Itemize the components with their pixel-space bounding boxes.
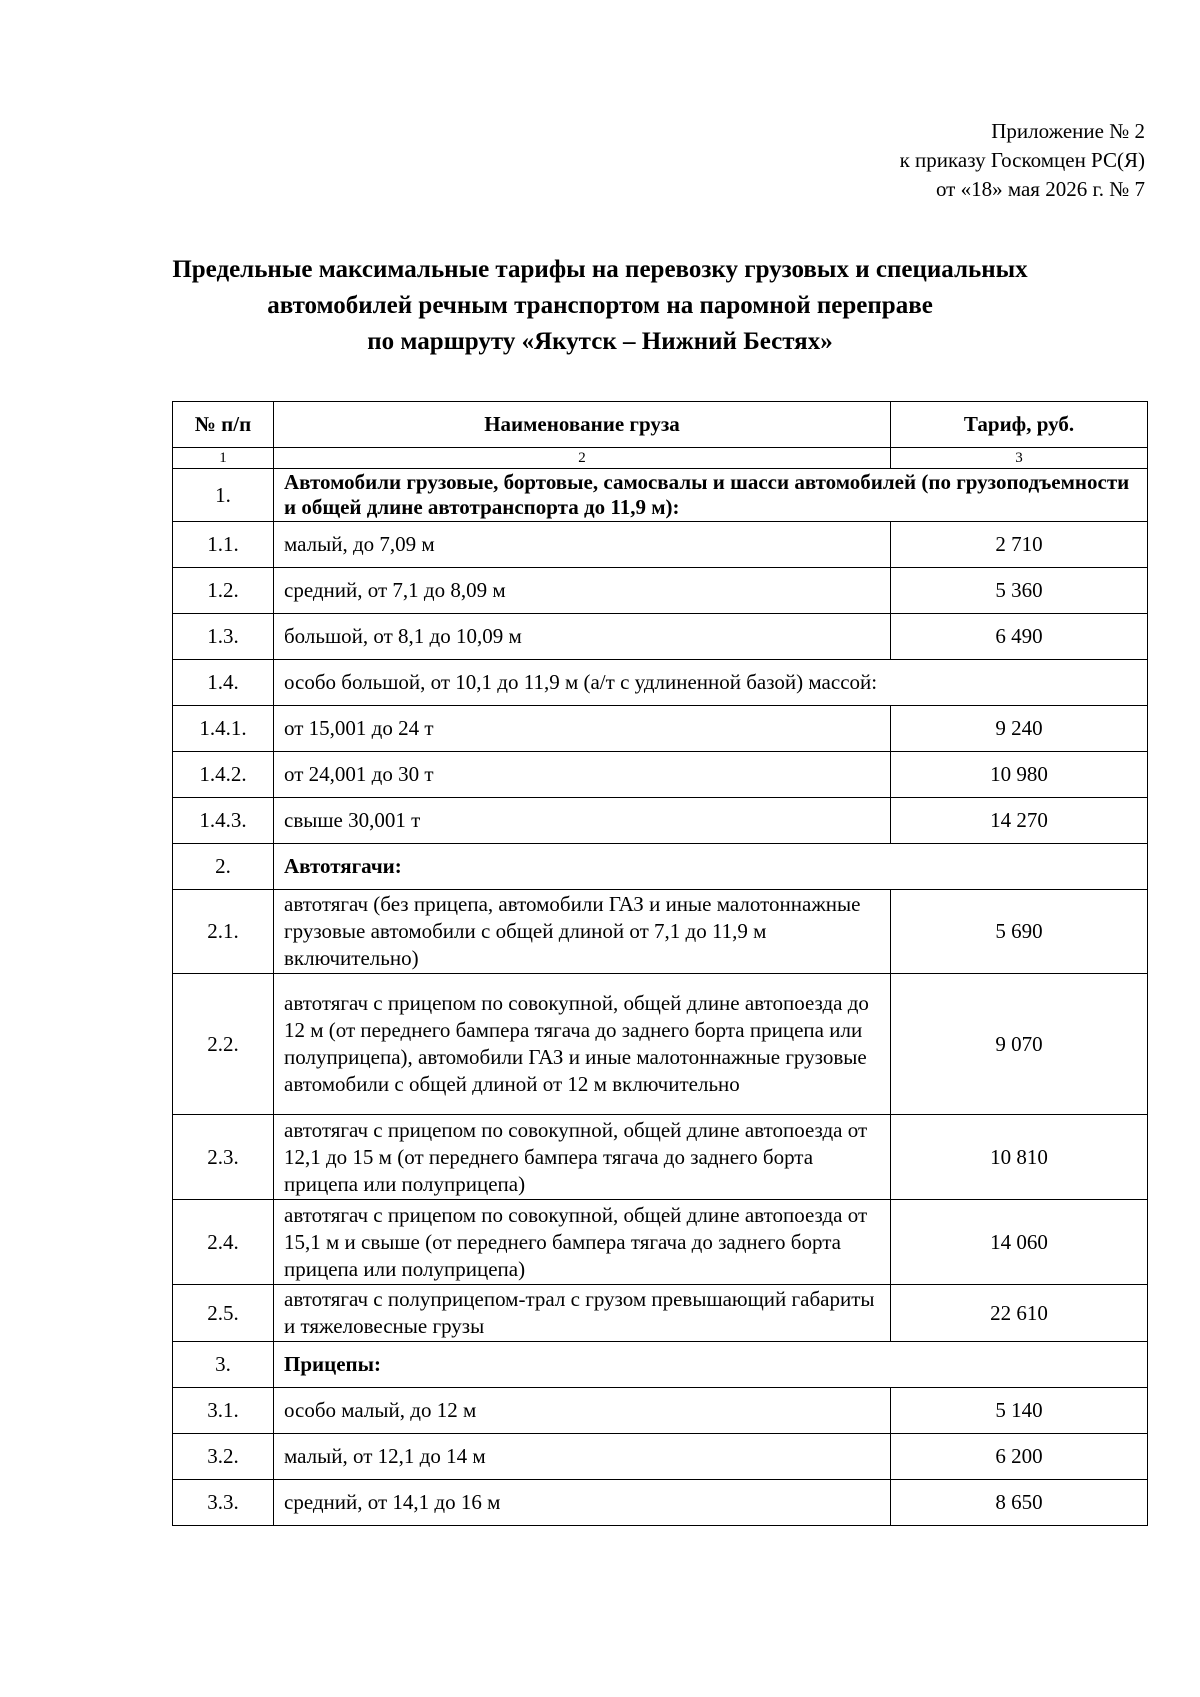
- row-tariff: 9 240: [891, 706, 1148, 752]
- row-name: большой, от 8,1 до 10,09 м: [274, 614, 891, 660]
- row-tariff: 10 980: [891, 752, 1148, 798]
- row-number: 1.2.: [173, 568, 274, 614]
- row-number: 2.1.: [173, 890, 274, 974]
- row-tariff: 5 140: [891, 1388, 1148, 1434]
- appendix-line-1: Приложение № 2: [991, 119, 1145, 143]
- column-number-3: 3: [891, 448, 1148, 469]
- row-name: автотягач с прицепом по совокупной, общей длине автопоезда от 15,1 м и свыше (от переднего бампера тягача до заднего борта прицепа или полуприцепа): [274, 1200, 891, 1285]
- row-number: 3.3.: [173, 1480, 274, 1526]
- row-number: 2.: [173, 844, 274, 890]
- table-row: [173, 660, 1148, 706]
- table-row: [173, 1480, 1148, 1526]
- row-number: 1.4.2.: [173, 752, 274, 798]
- table-row: [173, 706, 1148, 752]
- row-number: 2.3.: [173, 1115, 274, 1200]
- row-name: Автомобили грузовые, бортовые, самосвалы и шасси автомобилей (по грузоподъемности и общей длине автотранспорта до 11,9 м):: [274, 469, 1148, 522]
- row-number: 2.4.: [173, 1200, 274, 1285]
- row-tariff: 8 650: [891, 1480, 1148, 1526]
- title-line-3: по маршруту «Якутск – Нижний Бестях»: [367, 328, 833, 355]
- row-name: свыше 30,001 т: [274, 798, 891, 844]
- column-number-2: 2: [274, 448, 891, 469]
- table-row: [173, 614, 1148, 660]
- table-row: [173, 798, 1148, 844]
- table-row: [173, 844, 1148, 890]
- table-row: [173, 568, 1148, 614]
- row-tariff: 9 070: [891, 974, 1148, 1115]
- table-row: [173, 1342, 1148, 1388]
- row-number: 1.4.3.: [173, 798, 274, 844]
- row-number: 3.2.: [173, 1434, 274, 1480]
- row-name: автотягач с прицепом по совокупной, общей длине автопоезда от 12,1 до 15 м (от переднего бампера тягача до заднего борта прицепа или полуприцепа): [274, 1115, 891, 1200]
- row-tariff: 22 610: [891, 1285, 1148, 1342]
- table-row: [173, 890, 1148, 974]
- row-number: 1.: [173, 469, 274, 522]
- header-tariff: Тариф, руб.: [891, 402, 1148, 448]
- row-tariff: 5 690: [891, 890, 1148, 974]
- table-row: [173, 469, 1148, 522]
- header-number: № п/п: [173, 402, 274, 448]
- row-name: Автотягачи:: [274, 844, 1148, 890]
- table-row: [173, 974, 1148, 1115]
- row-name: автотягач (без прицепа, автомобили ГАЗ и иные малотоннажные грузовые автомобили с общей длиной от 7,1 до 11,9 м включительно): [274, 890, 891, 974]
- row-number: 2.5.: [173, 1285, 274, 1342]
- row-tariff: 14 060: [891, 1200, 1148, 1285]
- row-tariff: 10 810: [891, 1115, 1148, 1200]
- row-number: 2.2.: [173, 974, 274, 1115]
- row-name: средний, от 14,1 до 16 м: [274, 1480, 891, 1526]
- row-number: 1.3.: [173, 614, 274, 660]
- table-row: [173, 1115, 1148, 1200]
- row-name: особо большой, от 10,1 до 11,9 м (а/т с удлиненной базой) массой:: [274, 660, 1148, 706]
- tariff-table: [172, 401, 1148, 1526]
- row-tariff: 5 360: [891, 568, 1148, 614]
- row-tariff: 14 270: [891, 798, 1148, 844]
- title-line-1: Предельные максимальные тарифы на перевозку грузовых и специальных: [172, 256, 1028, 283]
- table-row: [173, 1200, 1148, 1285]
- table-row: [173, 1285, 1148, 1342]
- appendix-header: [645, 117, 1145, 204]
- row-name: малый, от 12,1 до 14 м: [274, 1434, 891, 1480]
- row-name: от 24,001 до 30 т: [274, 752, 891, 798]
- table-row: [173, 752, 1148, 798]
- document-title: [100, 252, 1100, 360]
- table-header-row: [173, 402, 1148, 448]
- row-tariff: 6 200: [891, 1434, 1148, 1480]
- row-number: 1.4.1.: [173, 706, 274, 752]
- row-name: средний, от 7,1 до 8,09 м: [274, 568, 891, 614]
- row-name: Прицепы:: [274, 1342, 1148, 1388]
- column-number-row: [173, 448, 1148, 469]
- row-tariff: 6 490: [891, 614, 1148, 660]
- row-number: 3.: [173, 1342, 274, 1388]
- row-name: автотягач с полуприцепом-трал с грузом превышающий габариты и тяжеловесные грузы: [274, 1285, 891, 1342]
- row-number: 1.4.: [173, 660, 274, 706]
- table-row: [173, 1388, 1148, 1434]
- row-number: 1.1.: [173, 522, 274, 568]
- header-cargo-name: Наименование груза: [274, 402, 891, 448]
- row-name: особо малый, до 12 м: [274, 1388, 891, 1434]
- table-row: [173, 522, 1148, 568]
- row-name: малый, до 7,09 м: [274, 522, 891, 568]
- appendix-line-3: от «18» мая 2026 г. № 7: [935, 177, 1145, 201]
- appendix-line-2: к приказу Госкомцен РС(Я): [899, 148, 1145, 172]
- table-row: [173, 1434, 1148, 1480]
- title-line-2: автомобилей речным транспортом на паромной переправе: [267, 292, 933, 319]
- row-number: 3.1.: [173, 1388, 274, 1434]
- row-name: от 15,001 до 24 т: [274, 706, 891, 752]
- row-name: автотягач с прицепом по совокупной, общей длине автопоезда до 12 м (от переднего бампера тягача до заднего борта прицепа или полуприцепа), автомобили ГАЗ и иные малотоннажные грузовые автомобили с общей длиной от 12 м включительно: [274, 974, 891, 1115]
- row-tariff: 2 710: [891, 522, 1148, 568]
- column-number-1: 1: [173, 448, 274, 469]
